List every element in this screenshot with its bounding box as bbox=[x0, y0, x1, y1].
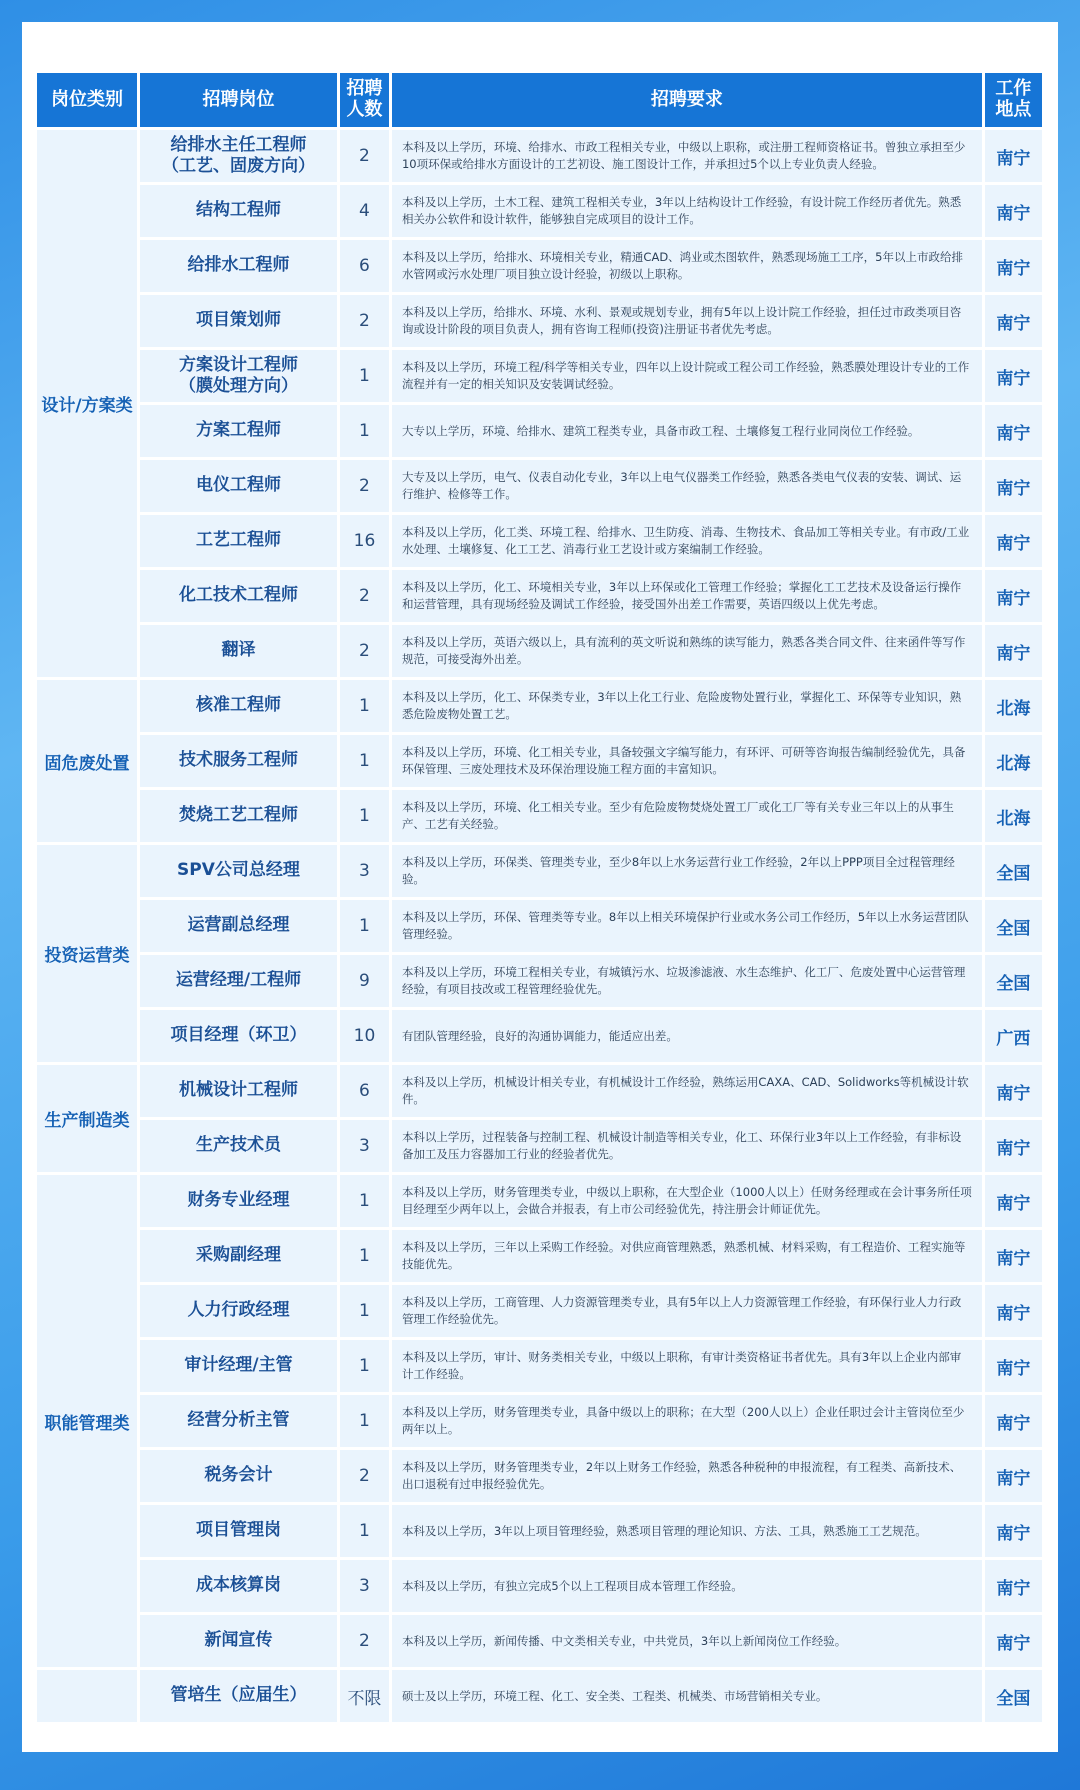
location-cell: 南宁 bbox=[985, 130, 1042, 182]
table-row bbox=[37, 1340, 1042, 1392]
location-cell: 南宁 bbox=[985, 1395, 1042, 1447]
location-cell: 南宁 bbox=[985, 460, 1042, 512]
table-row bbox=[37, 1175, 1042, 1227]
count-cell: 2 bbox=[340, 460, 389, 512]
count-cell: 2 bbox=[340, 625, 389, 677]
requirements-cell: 本科及以上学历，新闻传播、中文类相关专业，中共党员，3年以上新闻岗位工作经验。 bbox=[392, 1615, 982, 1667]
table-row bbox=[37, 1285, 1042, 1337]
position-cell: 工艺工程师 bbox=[140, 515, 337, 567]
location-cell: 全国 bbox=[985, 1670, 1042, 1722]
category-cell: 投资运营类 bbox=[37, 845, 137, 1062]
requirements-cell: 本科及以上学历，环境、化工相关专业，具备较强文字编写能力，有环评、可研等咨询报告编制经验优先，具备环保管理、三废处理技术及环保治理设施工程方面的丰富知识。 bbox=[392, 735, 982, 787]
location-cell: 全国 bbox=[985, 955, 1042, 1007]
requirements-cell: 本科及以上学历，环境工程相关专业，有城镇污水、垃圾渗滤液、水生态维护、化工厂、危废处置中心运营管理经验，有项目技改或工程管理经验优先。 bbox=[392, 955, 982, 1007]
count-cell: 1 bbox=[340, 1395, 389, 1447]
location-cell: 南宁 bbox=[985, 350, 1042, 402]
location-cell: 全国 bbox=[985, 845, 1042, 897]
table-row bbox=[37, 460, 1042, 512]
table-row bbox=[37, 1065, 1042, 1117]
requirements-cell: 大专以上学历，环境、给排水、建筑工程类专业，具备市政工程、土壤修复工程行业同岗位工作经验。 bbox=[392, 405, 982, 457]
count-cell: 1 bbox=[340, 1285, 389, 1337]
count-cell: 1 bbox=[340, 350, 389, 402]
position-cell: 焚烧工艺工程师 bbox=[140, 790, 337, 842]
requirements-cell: 本科及以上学历，有独立完成5个以上工程项目成本管理工作经验。 bbox=[392, 1560, 982, 1612]
position-cell: 运营副总经理 bbox=[140, 900, 337, 952]
location-cell: 广西 bbox=[985, 1010, 1042, 1062]
location-cell: 南宁 bbox=[985, 1065, 1042, 1117]
category-cell: 生产制造类 bbox=[37, 1065, 137, 1172]
requirements-cell: 本科及以上学历，财务管理类专业，中级以上职称，在大型企业（1000人以上）任财务经理或在会计事务所任项目经理至少两年以上，会做合并报表，有上市公司经验优先，持注册会计师证优先。 bbox=[392, 1175, 982, 1227]
location-cell: 北海 bbox=[985, 790, 1042, 842]
requirements-cell: 有团队管理经验，良好的沟通协调能力，能适应出差。 bbox=[392, 1010, 982, 1062]
count-cell: 2 bbox=[340, 1450, 389, 1502]
location-cell: 南宁 bbox=[985, 1175, 1042, 1227]
count-cell: 1 bbox=[340, 790, 389, 842]
position-cell: 运营经理/工程师 bbox=[140, 955, 337, 1007]
location-cell: 北海 bbox=[985, 735, 1042, 787]
table-row bbox=[37, 405, 1042, 457]
position-cell: 结构工程师 bbox=[140, 185, 337, 237]
requirements-cell: 本科及以上学历，3年以上项目管理经验，熟悉项目管理的理论知识、方法、工具，熟悉施工工艺规范。 bbox=[392, 1505, 982, 1557]
position-cell: 成本核算岗 bbox=[140, 1560, 337, 1612]
recruitment-card bbox=[22, 22, 1058, 1752]
table-row bbox=[37, 1505, 1042, 1557]
recruitment-table bbox=[34, 70, 1045, 1725]
category-cell: 固危废处置 bbox=[37, 680, 137, 842]
table-row bbox=[37, 1560, 1042, 1612]
location-cell: 南宁 bbox=[985, 1285, 1042, 1337]
requirements-cell: 本科及以上学历，化工、环境相关专业，3年以上环保或化工管理工作经验；掌握化工工艺技术及设备运行操作和运营管理，具有现场经验及调试工作经验，接受国外出差工作需要，英语四级以上优先考虑。 bbox=[392, 570, 982, 622]
table-row bbox=[37, 570, 1042, 622]
requirements-cell: 本科以上学历，过程装备与控制工程、机械设计制造等相关专业，化工、环保行业3年以上工作经验，有非标设备加工及压力容器加工行业的经验者优先。 bbox=[392, 1120, 982, 1172]
location-cell: 南宁 bbox=[985, 1505, 1042, 1557]
table-row bbox=[37, 295, 1042, 347]
location-cell: 南宁 bbox=[985, 1230, 1042, 1282]
requirements-cell: 本科及以上学历，环保、管理类等专业。8年以上相关环境保护行业或水务公司工作经历，5年以上水务运营团队管理经验。 bbox=[392, 900, 982, 952]
category-cell: 职能管理类 bbox=[37, 1175, 137, 1667]
position-cell: 方案工程师 bbox=[140, 405, 337, 457]
position-cell: 经营分析主管 bbox=[140, 1395, 337, 1447]
count-cell: 2 bbox=[340, 1615, 389, 1667]
count-cell: 6 bbox=[340, 1065, 389, 1117]
header-category: 岗位类别 bbox=[37, 73, 137, 127]
count-cell: 3 bbox=[340, 1560, 389, 1612]
table-row bbox=[37, 735, 1042, 787]
requirements-cell: 本科及以上学历，工商管理、人力资源管理类专业，具有5年以上人力资源管理工作经验，有环保行业人力行政管理工作经验优先。 bbox=[392, 1285, 982, 1337]
table-row bbox=[37, 955, 1042, 1007]
requirements-cell: 本科及以上学历，环保类、管理类专业，至少8年以上水务运营行业工作经验，2年以上PPP项目全过程管理经验。 bbox=[392, 845, 982, 897]
position-cell: 机械设计工程师 bbox=[140, 1065, 337, 1117]
position-cell: 项目管理岗 bbox=[140, 1505, 337, 1557]
location-cell: 南宁 bbox=[985, 570, 1042, 622]
table-row bbox=[37, 240, 1042, 292]
table-row bbox=[37, 130, 1042, 182]
position-cell: 新闻宣传 bbox=[140, 1615, 337, 1667]
location-cell: 南宁 bbox=[985, 240, 1042, 292]
requirements-cell: 本科及以上学历，给排水、环境相关专业，精通CAD、鸿业或杰图软件，熟悉现场施工工序，5年以上市政给排水管网或污水处理厂项目独立设计经验，初级以上职称。 bbox=[392, 240, 982, 292]
count-cell: 1 bbox=[340, 1340, 389, 1392]
requirements-cell: 本科及以上学历，化工类、环境工程、给排水、卫生防疫、消毒、生物技术、食品加工等相关专业。有市政/工业水处理、土壤修复、化工工艺、消毒行业工艺设计或方案编制工作经验。 bbox=[392, 515, 982, 567]
count-cell: 不限 bbox=[340, 1670, 389, 1722]
requirements-cell: 本科及以上学历，环境、给排水、市政工程相关专业，中级以上职称，或注册工程师资格证书。曾独立承担至少10项环保或给排水方面设计的工艺初设、施工图设计工作，并承担过5个以上专业负责人经验。 bbox=[392, 130, 982, 182]
location-cell: 南宁 bbox=[985, 185, 1042, 237]
count-cell: 9 bbox=[340, 955, 389, 1007]
count-cell: 1 bbox=[340, 405, 389, 457]
location-cell: 南宁 bbox=[985, 405, 1042, 457]
requirements-cell: 本科及以上学历，环境工程/科学等相关专业，四年以上设计院或工程公司工作经验，熟悉膜处理设计专业的工作流程并有一定的相关知识及安装调试经验。 bbox=[392, 350, 982, 402]
count-cell: 1 bbox=[340, 680, 389, 732]
location-cell: 南宁 bbox=[985, 295, 1042, 347]
position-cell: 给排水主任工程师 （工艺、固废方向） bbox=[140, 130, 337, 182]
count-cell: 1 bbox=[340, 735, 389, 787]
requirements-cell: 本科及以上学历，机械设计相关专业，有机械设计工作经验，熟练运用CAXA、CAD、Solidworks等机械设计软件。 bbox=[392, 1065, 982, 1117]
location-cell: 北海 bbox=[985, 680, 1042, 732]
table-row bbox=[37, 680, 1042, 732]
position-cell: 项目策划师 bbox=[140, 295, 337, 347]
position-cell: SPV公司总经理 bbox=[140, 845, 337, 897]
table-row bbox=[37, 1395, 1042, 1447]
category-cell: 设计/方案类 bbox=[37, 130, 137, 677]
position-cell: 税务会计 bbox=[140, 1450, 337, 1502]
position-cell: 翻译 bbox=[140, 625, 337, 677]
location-cell: 南宁 bbox=[985, 1340, 1042, 1392]
category-cell bbox=[37, 1670, 137, 1722]
location-cell: 南宁 bbox=[985, 1450, 1042, 1502]
count-cell: 16 bbox=[340, 515, 389, 567]
location-cell: 全国 bbox=[985, 900, 1042, 952]
table-row bbox=[37, 1010, 1042, 1062]
location-cell: 南宁 bbox=[985, 1615, 1042, 1667]
requirements-cell: 本科及以上学历，审计、财务类相关专业，中级以上职称，有审计类资格证书者优先。具有3年以上企业内部审计工作经验。 bbox=[392, 1340, 982, 1392]
position-cell: 化工技术工程师 bbox=[140, 570, 337, 622]
count-cell: 1 bbox=[340, 900, 389, 952]
position-cell: 技术服务工程师 bbox=[140, 735, 337, 787]
count-cell: 2 bbox=[340, 570, 389, 622]
position-cell: 人力行政经理 bbox=[140, 1285, 337, 1337]
table-row bbox=[37, 845, 1042, 897]
position-cell: 财务专业经理 bbox=[140, 1175, 337, 1227]
table-row bbox=[37, 625, 1042, 677]
count-cell: 4 bbox=[340, 185, 389, 237]
location-cell: 南宁 bbox=[985, 1560, 1042, 1612]
requirements-cell: 本科及以上学历，化工、环保类专业，3年以上化工行业、危险废物处置行业，掌握化工、环保等专业知识，熟悉危险废物处置工艺。 bbox=[392, 680, 982, 732]
header-position: 招聘岗位 bbox=[140, 73, 337, 127]
table-row bbox=[37, 1450, 1042, 1502]
table-row bbox=[37, 790, 1042, 842]
table-row bbox=[37, 185, 1042, 237]
header-location: 工作 地点 bbox=[985, 73, 1042, 127]
count-cell: 1 bbox=[340, 1505, 389, 1557]
location-cell: 南宁 bbox=[985, 515, 1042, 567]
count-cell: 1 bbox=[340, 1230, 389, 1282]
table-row bbox=[37, 515, 1042, 567]
requirements-cell: 本科及以上学历，财务管理类专业，具备中级以上的职称；在大型（200人以上）企业任职过会计主管岗位至少两年以上。 bbox=[392, 1395, 982, 1447]
requirements-cell: 本科及以上学历，财务管理类专业，2年以上财务工作经验，熟悉各种税种的申报流程，有工程类、高新技术、出口退税有过申报经验优先。 bbox=[392, 1450, 982, 1502]
count-cell: 3 bbox=[340, 845, 389, 897]
position-cell: 管培生（应届生） bbox=[140, 1670, 337, 1722]
position-cell: 方案设计工程师 （膜处理方向） bbox=[140, 350, 337, 402]
table-row bbox=[37, 1120, 1042, 1172]
count-cell: 6 bbox=[340, 240, 389, 292]
position-cell: 审计经理/主管 bbox=[140, 1340, 337, 1392]
requirements-cell: 硕士及以上学历，环境工程、化工、安全类、工程类、机械类、市场营销相关专业。 bbox=[392, 1670, 982, 1722]
count-cell: 2 bbox=[340, 295, 389, 347]
position-cell: 核准工程师 bbox=[140, 680, 337, 732]
table-header-row bbox=[37, 73, 1042, 127]
position-cell: 项目经理（环卫） bbox=[140, 1010, 337, 1062]
requirements-cell: 本科及以上学历，给排水、环境、水利、景观或规划专业，拥有5年以上设计院工作经验，担任过市政类项目咨询或设计阶段的项目负责人，拥有咨询工程师(投资)注册证书者优先考虑。 bbox=[392, 295, 982, 347]
table-row bbox=[37, 1230, 1042, 1282]
count-cell: 3 bbox=[340, 1120, 389, 1172]
count-cell: 10 bbox=[340, 1010, 389, 1062]
requirements-cell: 本科及以上学历，土木工程、建筑工程相关专业，3年以上结构设计工作经验，有设计院工作经历者优先。熟悉相关办公软件和设计软件，能够独自完成项目的设计工作。 bbox=[392, 185, 982, 237]
table-row bbox=[37, 1670, 1042, 1722]
requirements-cell: 本科及以上学历，环境、化工相关专业。至少有危险废物焚烧处置工厂或化工厂等有关专业三年以上的从事生产、工艺有关经验。 bbox=[392, 790, 982, 842]
requirements-cell: 本科及以上学历，三年以上采购工作经验。对供应商管理熟悉，熟悉机械、材料采购，有工程造价、工程实施等技能优先。 bbox=[392, 1230, 982, 1282]
table-row bbox=[37, 350, 1042, 402]
count-cell: 2 bbox=[340, 130, 389, 182]
count-cell: 1 bbox=[340, 1175, 389, 1227]
header-requirements: 招聘要求 bbox=[392, 73, 982, 127]
requirements-cell: 大专及以上学历，电气、仪表自动化专业，3年以上电气仪器类工作经验，熟悉各类电气仪表的安装、调试、运行维护、检修等工作。 bbox=[392, 460, 982, 512]
table-row bbox=[37, 1615, 1042, 1667]
table-row bbox=[37, 900, 1042, 952]
position-cell: 生产技术员 bbox=[140, 1120, 337, 1172]
location-cell: 南宁 bbox=[985, 625, 1042, 677]
requirements-cell: 本科及以上学历，英语六级以上，具有流利的英文听说和熟练的读写能力，熟悉各类合同文件、往来函件等写作规范，可接受海外出差。 bbox=[392, 625, 982, 677]
position-cell: 电仪工程师 bbox=[140, 460, 337, 512]
location-cell: 南宁 bbox=[985, 1120, 1042, 1172]
header-count: 招聘 人数 bbox=[340, 73, 389, 127]
table-body bbox=[37, 130, 1042, 1722]
position-cell: 给排水工程师 bbox=[140, 240, 337, 292]
position-cell: 采购副经理 bbox=[140, 1230, 337, 1282]
